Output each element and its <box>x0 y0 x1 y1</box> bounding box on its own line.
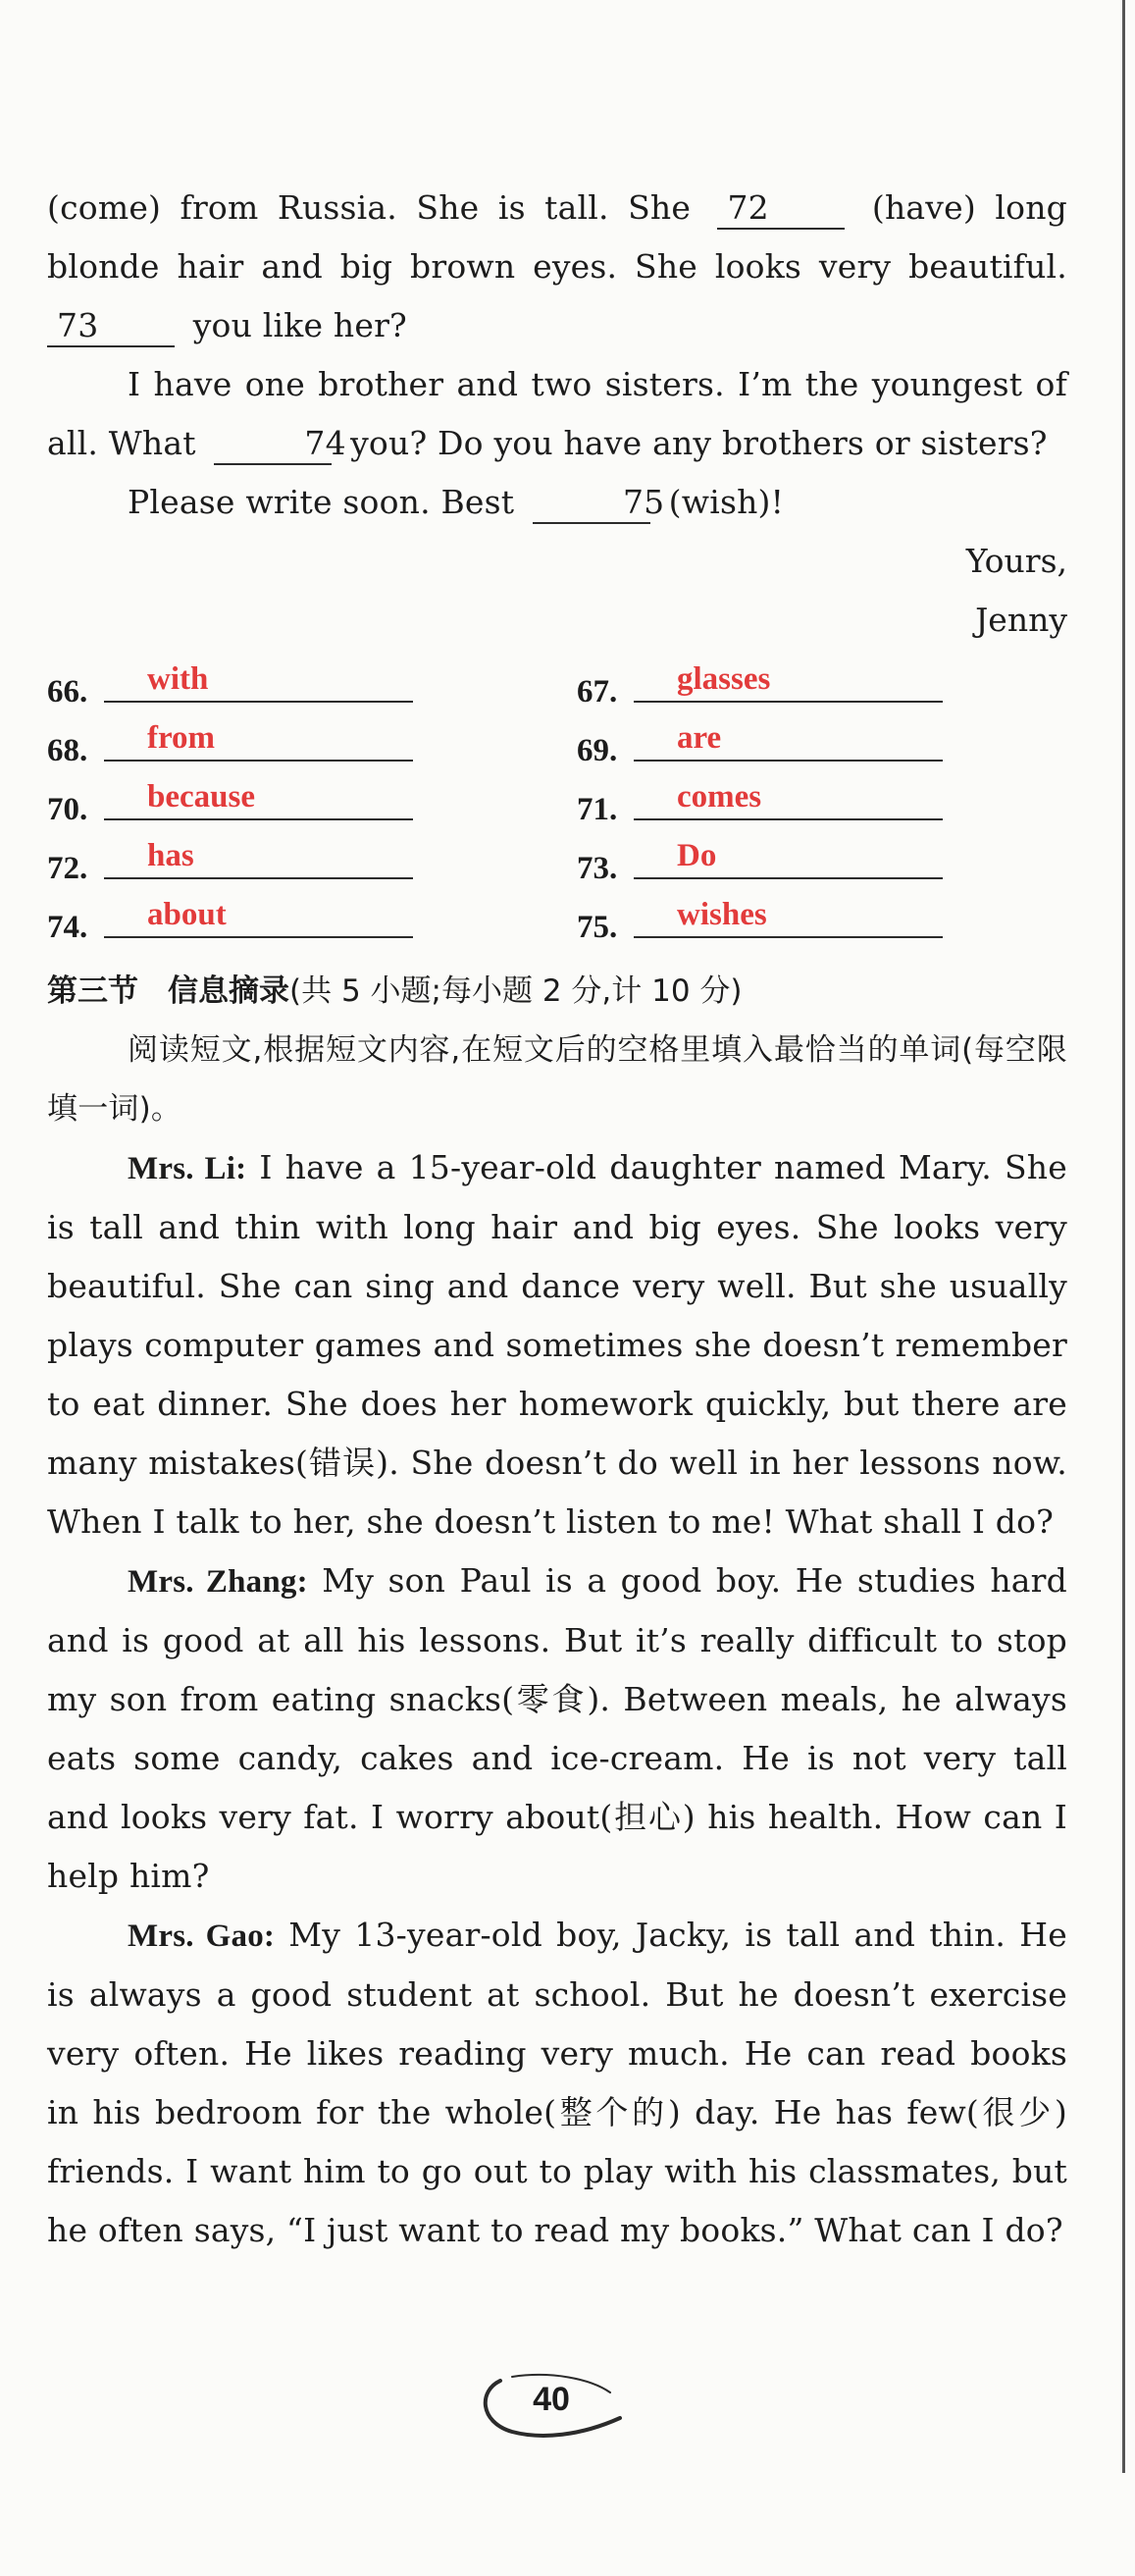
answer-line <box>634 714 943 762</box>
letter-paragraph-1 <box>47 179 1067 355</box>
answer-72 <box>47 830 577 889</box>
letter-text: (have) long blonde hair and big brown eyes. She looks very beautiful. <box>47 188 1067 286</box>
section-instructions: 阅读短文,根据短文内容,在短文后的空格里填入最恰当的单词(每空限填一词)。 <box>47 1032 1067 1127</box>
answer-line <box>634 656 943 703</box>
answer-word: wishes <box>677 897 767 932</box>
answer-number: 71. <box>577 792 618 827</box>
letter-paragraph-3 <box>47 473 1067 532</box>
answer-word: because <box>147 779 255 815</box>
passage-mrs-gao <box>47 1906 1067 2260</box>
answer-number: 73. <box>577 851 618 886</box>
answer-number: 74. <box>47 910 88 945</box>
section-heading <box>47 962 1067 1021</box>
answer-number: 75. <box>577 910 618 945</box>
answer-number: 72. <box>47 851 88 886</box>
answer-67 <box>577 654 1067 712</box>
letter-text: (come) from Russia. She is tall. She <box>47 188 692 227</box>
letter-paragraph-2 <box>47 355 1067 473</box>
passage-mrs-zhang <box>47 1551 1067 1906</box>
speaker-label: Mrs. Zhang: <box>128 1564 308 1600</box>
answer-line <box>104 714 413 762</box>
answer-73 <box>577 830 1067 889</box>
answer-66 <box>47 654 577 712</box>
section-name: 信息摘录 <box>168 973 289 1009</box>
answer-number: 66. <box>47 674 88 710</box>
passage-mrs-li <box>47 1138 1067 1551</box>
answer-74 <box>47 889 577 948</box>
speaker-label: Mrs. Li: <box>128 1151 247 1186</box>
answer-line <box>104 832 413 879</box>
answer-line <box>104 773 413 820</box>
answer-word: glasses <box>677 661 771 697</box>
passage-text: My 13-year-old boy, Jacky, is tall and thin. He is always a good student at school. But he doesn’t exercise very often. He likes reading very much. He can read books in his bedroom for the whole(整个的) day. He has few(很少) friends. I want him to go out to play with his classmates, but he often says, “I just want to read my books.” What can I do? <box>47 1916 1067 2249</box>
page-content <box>47 179 1067 2260</box>
answer-number: 67. <box>577 674 618 710</box>
answer-word: about <box>147 897 227 932</box>
answer-75 <box>577 889 1067 948</box>
letter-text: (wish)! <box>668 483 785 521</box>
letter-text: Please write soon. Best <box>128 483 515 521</box>
blank-73: 73 <box>47 306 175 347</box>
answer-line <box>104 891 413 938</box>
page-number: 40 <box>533 2381 570 2418</box>
passage-text: I have a 15-year-old daughter named Mary. She is tall and thin with long hair and big eyes. She looks very beautiful. She can sing and dance very well. But she usually plays computer games and sometimes she doesn’t remember to eat dinner. She does her homework quickly, but there are many mistakes(错误). She doesn’t do well in her lessons now. When I talk to her, she doesn’t listen to me! What shall I do? <box>47 1148 1067 1541</box>
answer-line <box>634 832 943 879</box>
section-number: 第三节 <box>47 973 138 1009</box>
answer-line <box>634 891 943 938</box>
blank-72: 72 <box>717 188 845 230</box>
answer-line <box>104 656 413 703</box>
blank-75: 75 <box>533 483 650 524</box>
answer-71 <box>577 771 1067 830</box>
blank-74: 74 <box>214 424 332 465</box>
letter-signature: Jenny <box>975 601 1067 639</box>
answer-68 <box>47 712 577 771</box>
page-footer <box>473 2373 630 2442</box>
answer-word: has <box>147 838 194 873</box>
answer-word: Do <box>677 838 717 873</box>
letter-text: you like her? <box>192 306 407 344</box>
answer-70 <box>47 771 577 830</box>
page-edge-rule <box>1122 0 1125 2473</box>
letter-text: I have one brother and two sisters. I’m the youngest of all. What <box>47 365 1067 462</box>
answer-word: comes <box>677 779 762 815</box>
section-meta: (共 5 小题;每小题 2 分,计 10 分) <box>289 973 743 1009</box>
answer-grid <box>47 654 1067 948</box>
answer-word: from <box>147 720 216 756</box>
answer-word: with <box>147 661 209 697</box>
letter-closing: Yours, <box>965 542 1067 580</box>
answer-number: 70. <box>47 792 88 827</box>
answer-word: are <box>677 720 722 756</box>
answer-line <box>634 773 943 820</box>
answer-69 <box>577 712 1067 771</box>
speaker-label: Mrs. Gao: <box>128 1919 276 1954</box>
passage-text: My son Paul is a good boy. He studies hard and is good at all his lessons. But it’s really difficult to stop my son from eating snacks(零食). Between meals, he always eats some candy, cakes and ice-cream. He is not very tall and looks very fat. I worry about(担心) his health. How can I help him? <box>47 1561 1067 1895</box>
answer-number: 69. <box>577 733 618 768</box>
letter-text: you? Do you have any brothers or sisters? <box>350 424 1048 462</box>
answer-number: 68. <box>47 733 88 768</box>
